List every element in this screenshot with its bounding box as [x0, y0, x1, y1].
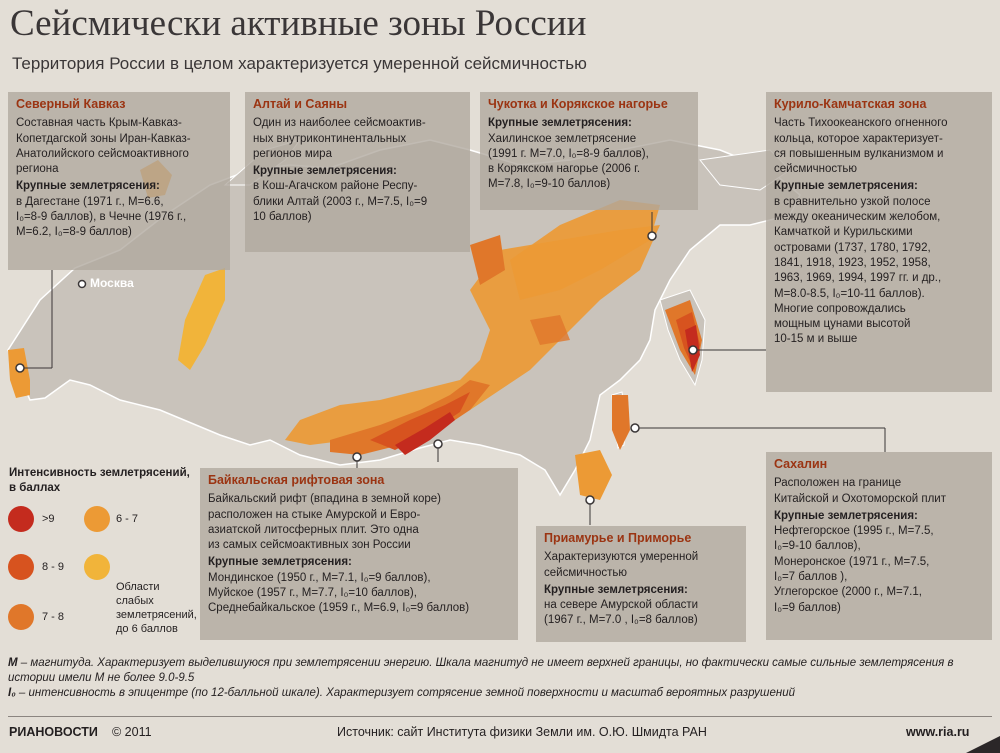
- box-line: 10 баллов): [253, 211, 312, 224]
- box-line: в Дагестане (1971 г., M=6.6,: [16, 195, 164, 208]
- marker-baikal-2: [353, 453, 361, 461]
- box-line: сейсмичностью: [544, 566, 628, 579]
- box-chukotka: [480, 92, 698, 210]
- box-line: сейсмичностью: [774, 163, 858, 176]
- box-line: Байкальский рифт (впадина в земной коре): [208, 493, 441, 506]
- box-line: блики Алтай (2003 г., M=7.5, I₀=9: [253, 195, 428, 208]
- legend-label-7-8: 7 - 8: [42, 611, 65, 623]
- box-heading: Чукотка и Корякское нагорье: [488, 97, 668, 111]
- box-line: (1967 г., M=7.0 , I₀=8 баллов): [544, 614, 698, 627]
- legend-swatch-7-8: [8, 604, 34, 630]
- box-heading: Сахалин: [774, 457, 828, 471]
- page-subtitle: Территория России в целом характеризуется умеренной сейсмичностью: [12, 54, 587, 73]
- ria-logo: РИАНОВОСТИ: [9, 725, 98, 739]
- legend-label-8-9: 8 - 9: [42, 561, 65, 573]
- box-line: из самых сейсмоактивных зон России: [208, 539, 411, 552]
- box-line: I₀=8-9 баллов), в Чечне (1976 г.,: [16, 211, 187, 224]
- box-line: островами (1737, 1780, 1792,: [774, 241, 931, 254]
- box-line: Часть Тихоокеанского огненного: [774, 117, 948, 130]
- marker-sakhalin: [631, 424, 639, 432]
- box-north-caucasus: [8, 92, 230, 270]
- box-line: 1841, 1918, 1923, 1952, 1958,: [774, 256, 931, 269]
- box-eq-label: Крупные землетрясения:: [253, 165, 397, 178]
- box-line: кольца, которое характеризует-: [774, 132, 943, 145]
- box-line: Составная часть Крым-Кавказ-: [16, 117, 182, 130]
- note-m-symbol: M: [8, 657, 18, 669]
- marker-moscow: [79, 281, 86, 288]
- box-line: Хаилинское землетрясение: [488, 132, 637, 145]
- box-eq-label: Крупные землетрясения:: [774, 509, 918, 522]
- box-heading: Северный Кавказ: [16, 97, 126, 111]
- box-line: Анатолийского сейсмоактивного: [16, 147, 189, 160]
- box-heading: Курило-Камчатская зона: [774, 97, 927, 111]
- box-baikal: [200, 468, 518, 640]
- marker-amur: [586, 496, 594, 504]
- box-line: Мондинское (1950 г., M=7.1, I₀=9 баллов),: [208, 571, 431, 584]
- box-heading: Байкальская рифтовая зона: [208, 473, 385, 487]
- box-sakhalin: [766, 452, 992, 640]
- box-altai-sayany: [245, 92, 470, 252]
- zone-amur-6-7: [575, 450, 612, 500]
- box-line: на севере Амурской области: [544, 599, 699, 612]
- box-line: ся повышенным вулканизмом и: [774, 147, 944, 160]
- city-label-moscow: Москва: [90, 276, 134, 290]
- box-line: мощным цунами высотой: [774, 318, 911, 331]
- footer-divider: [8, 716, 992, 717]
- box-line: Нефтегорское (1995 г., M=7.5,: [774, 525, 934, 538]
- box-eq-label: Крупные землетрясения:: [774, 180, 918, 193]
- box-line: (1991 г. M=7.0, I₀=8-9 баллов),: [488, 147, 649, 160]
- box-heading: Приамурье и Приморье: [544, 531, 692, 545]
- box-line: Характеризуются умеренной: [544, 551, 699, 564]
- footnotes: [8, 656, 993, 700]
- box-line: Муйское (1957 г., M=7.7, I₀=10 баллов),: [208, 587, 417, 600]
- legend-swatch-8-9: [8, 554, 34, 580]
- note-i-text: – интенсивность в эпицентре (по 12-балльной шкале). Характеризует сотрясение земной поверхности и масштаб вероятных разрушений: [15, 686, 795, 699]
- box-line: Камчаткой и Курильскими: [774, 226, 913, 239]
- box-eq-label: Крупные землетрясения:: [16, 180, 160, 193]
- note-i-symbol: I₀: [8, 686, 16, 699]
- corner-decoration: [966, 736, 1000, 753]
- box-line: Монеронское (1971 г., M=7.5,: [774, 555, 930, 568]
- legend-swatch-weak: [84, 554, 110, 580]
- box-line: ных внутриконтинентальных: [253, 132, 407, 145]
- legend-swatch-9: [8, 506, 34, 532]
- box-line: в Корякском нагорье (2006 г.: [488, 163, 641, 176]
- box-amur-primorye: [536, 526, 746, 642]
- box-eq-label: Крупные землетрясения:: [488, 117, 632, 130]
- box-line: в сравнительно узкой полосе: [774, 195, 931, 208]
- site-link[interactable]: www.ria.ru: [906, 725, 970, 739]
- box-line: M=7.8, I₀=9-10 баллов): [488, 178, 611, 191]
- copyright: © 2011: [112, 725, 152, 739]
- box-line: I₀=9 баллов): [774, 601, 841, 614]
- box-line: 1963, 1969, 1994, 1997 гг. и др.,: [774, 272, 942, 285]
- box-line: Копетдагской зоны Иран-Кавказ-: [16, 132, 191, 145]
- legend-title: Интенсивность землетрясений, в баллах: [9, 467, 190, 494]
- box-line: I₀=7 баллов ),: [774, 571, 848, 584]
- box-line: Один из наиболее сейсмоактив-: [253, 117, 426, 130]
- marker-chukotka: [648, 232, 656, 240]
- note-m-text: – магнитуда. Характеризует выделившуюся при землетрясении энергию. Шкала магнитуд не имеет верхней границы, но фактически самые сильные землетрясения в истории имели М не более 9.0-9.5: [8, 657, 954, 684]
- marker-baikal-1: [434, 440, 442, 448]
- zone-sakhalin-6-7: [612, 395, 630, 450]
- box-line: между океаническим желобом,: [774, 211, 941, 224]
- box-line: Среднебайкальское (1959 г., M=6.9, I₀=9 баллов): [208, 602, 470, 615]
- box-eq-label: Крупные землетрясения:: [208, 556, 352, 569]
- legend-swatch-6-7: [84, 506, 110, 532]
- box-line: Китайской и Охотоморской плит: [774, 492, 946, 505]
- legend-label-9: >9: [42, 513, 55, 525]
- source-text: Источник: сайт Института физики Земли им. О.Ю. Шмидта РАН: [337, 725, 707, 739]
- box-heading: Алтай и Саяны: [253, 97, 348, 111]
- box-line: расположен на стыке Амурской и Евро-: [208, 508, 421, 521]
- legend-label-6-7: 6 - 7: [116, 513, 139, 525]
- box-line: регионов мира: [253, 147, 332, 160]
- note-magnitude: [8, 656, 993, 686]
- box-line: азиатской литосферных плит. Это одна: [208, 523, 419, 536]
- legend-label-weak: Области слабых землетрясений, до 6 баллов: [116, 581, 197, 635]
- box-line: Расположен на границе: [774, 477, 902, 490]
- box-line: Углегорское (2000 г., M=7.1,: [774, 586, 922, 599]
- note-intensity: [8, 686, 993, 701]
- box-line: M=8.0-8.5, I₀=10-11 баллов).: [774, 287, 925, 300]
- box-line: M=6.2, I₀=8-9 баллов): [16, 226, 132, 239]
- box-line: I₀=9-10 баллов),: [774, 540, 861, 553]
- box-line: Многие сопровождались: [774, 302, 906, 315]
- marker-caucasus: [16, 364, 24, 372]
- box-line: в Кош-Агачском районе Респу-: [253, 180, 418, 193]
- marker-kamchatka: [689, 346, 697, 354]
- box-line: 10-15 м и выше: [774, 333, 858, 346]
- box-line: региона: [16, 163, 59, 176]
- box-kuril-kamchatka: [766, 92, 992, 392]
- page-title: Сейсмически активные зоны России: [10, 3, 587, 44]
- box-eq-label: Крупные землетрясения:: [544, 583, 688, 596]
